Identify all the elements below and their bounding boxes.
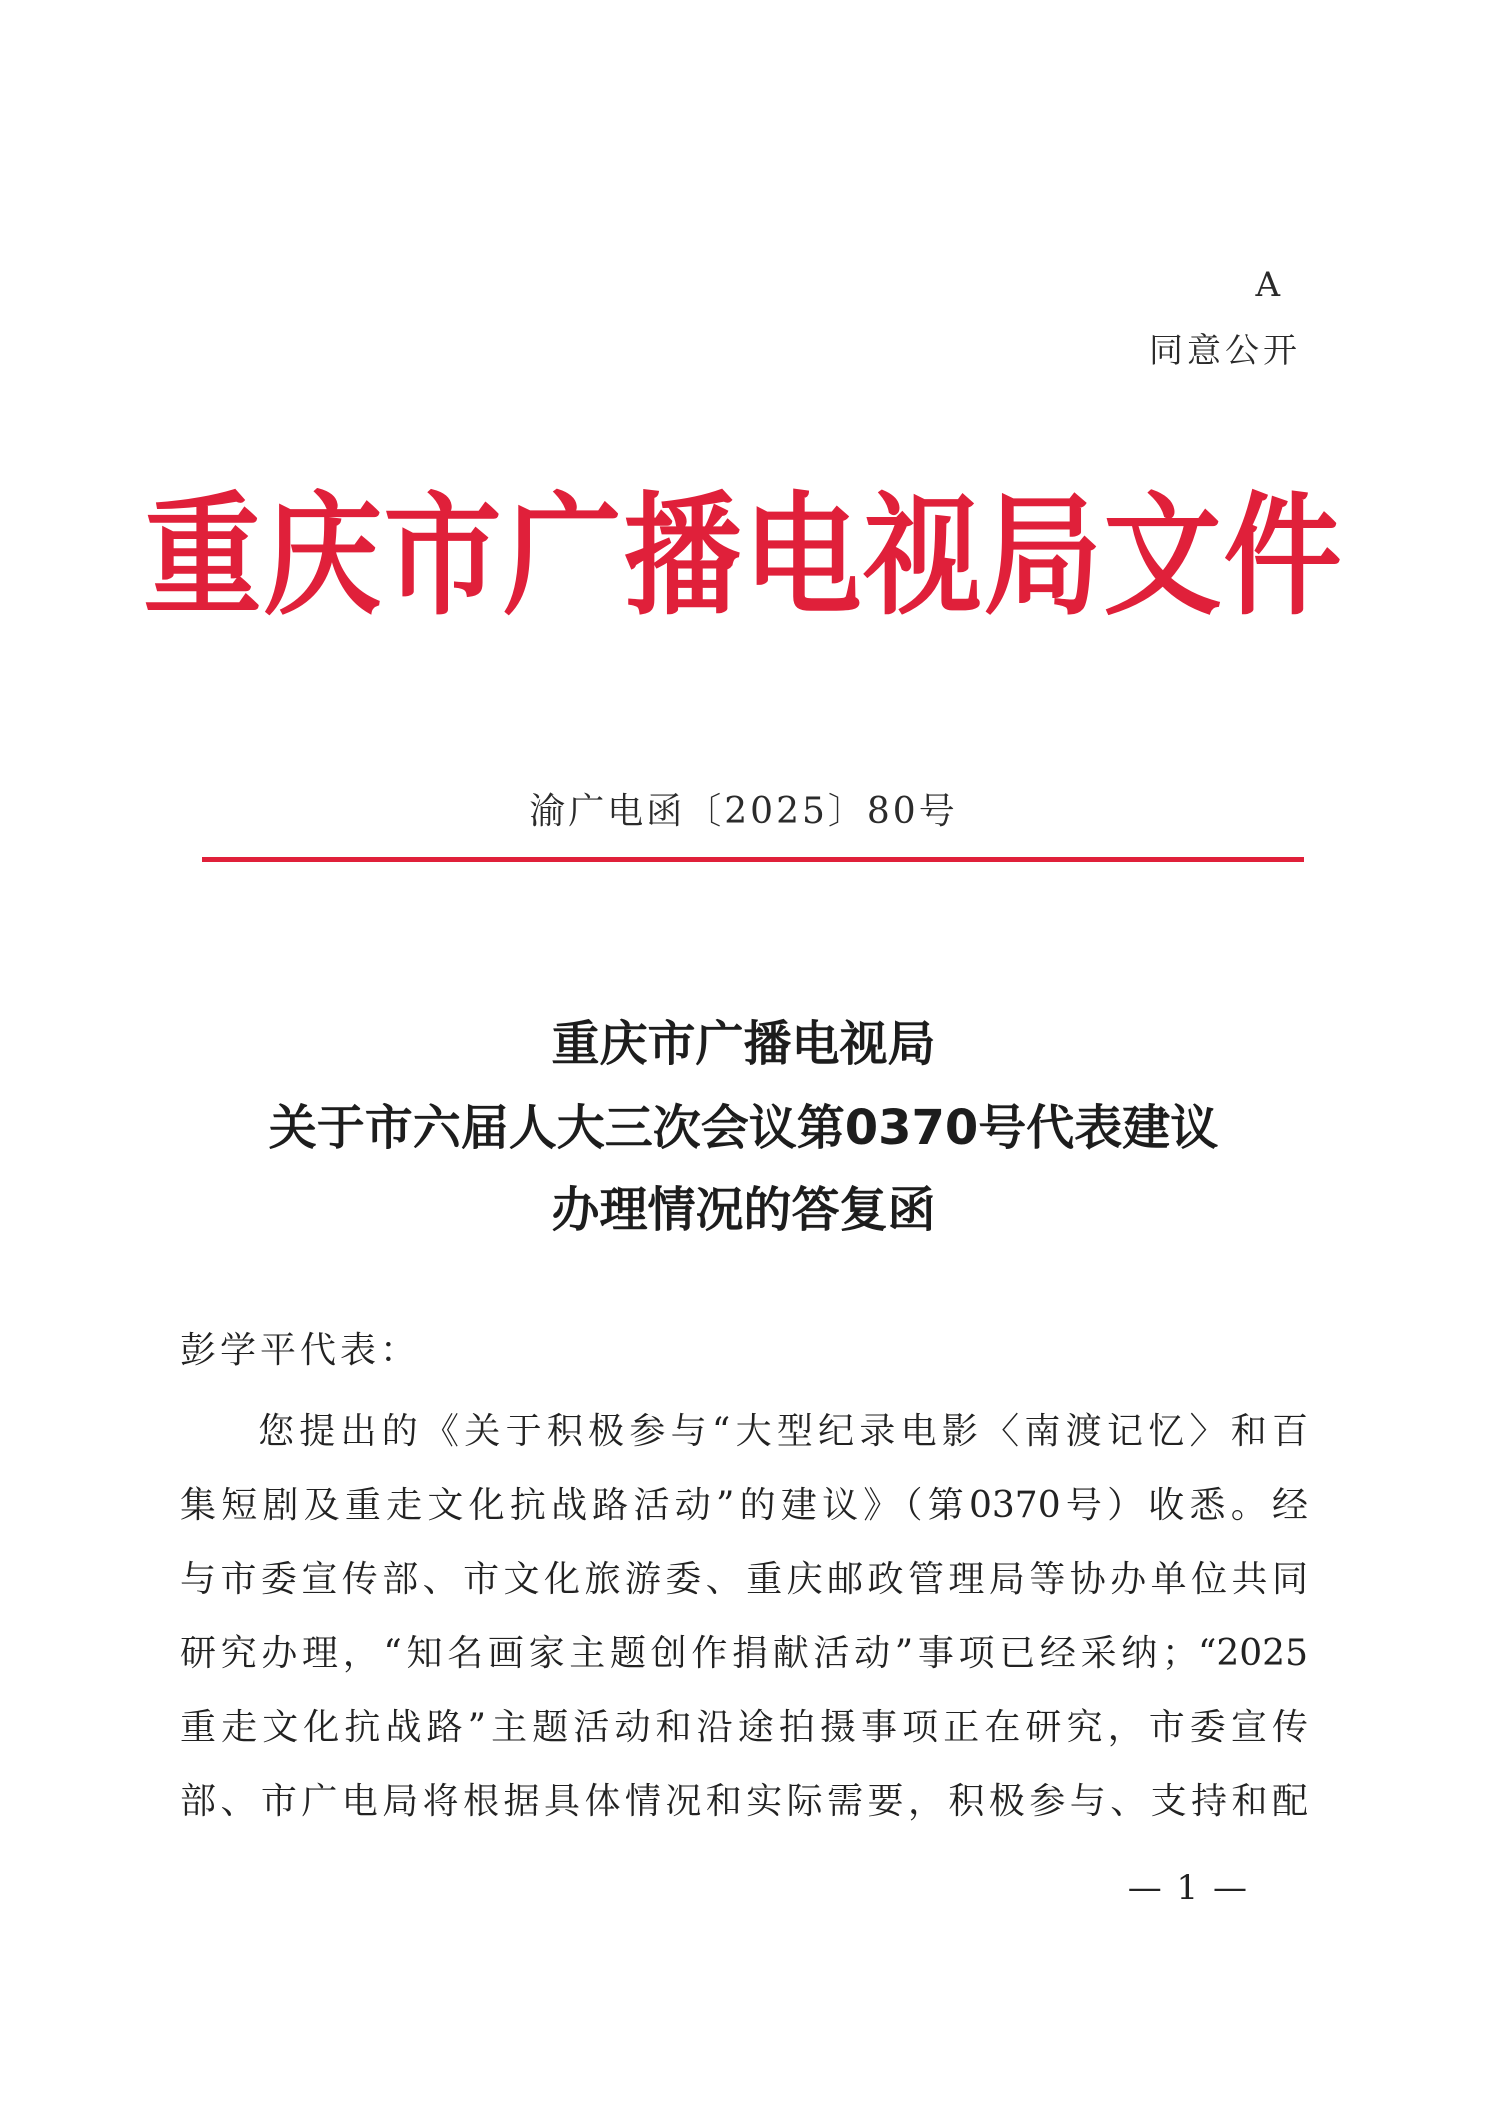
body-line: 您提出的《关于积极参与“大型纪录电影〈南渡记忆〉和百 [258, 1411, 1308, 1452]
disclosure-status: 同意公开 [1149, 331, 1301, 371]
document-masthead: 重庆市广播电视局文件 [143, 478, 1344, 634]
title-line-3: 办理情况的答复函 [551, 1182, 936, 1238]
salutation: 彭学平代表： [180, 1330, 421, 1371]
title-line-2: 关于市六届人大三次会议第0370号代表建议 [268, 1100, 1219, 1156]
title-line-1: 重庆市广播电视局 [551, 1016, 936, 1072]
body-line: 与市委宣传部、市文化旅游委、重庆邮政管理局等协办单位共同 [180, 1559, 1308, 1600]
body-line: 重走文化抗战路”主题活动和沿途拍摄事项正在研究，市委宣传 [180, 1707, 1308, 1748]
body-line: 研究办理，“知名画家主题创作捐献活动”事项已经采纳；“2025 [180, 1633, 1308, 1674]
page-number: — 1 — [1127, 1868, 1249, 1908]
disclosure-grade: A [1255, 265, 1280, 305]
body-line: 集短剧及重走文化抗战路活动”的建议》（第0370号）收悉。经 [180, 1485, 1308, 1526]
red-divider-line [202, 857, 1304, 862]
body-line: 部、市广电局将根据具体情况和实际需要，积极参与、支持和配 [180, 1781, 1308, 1822]
document-number: 渝广电函〔2025〕80号 [529, 791, 958, 832]
